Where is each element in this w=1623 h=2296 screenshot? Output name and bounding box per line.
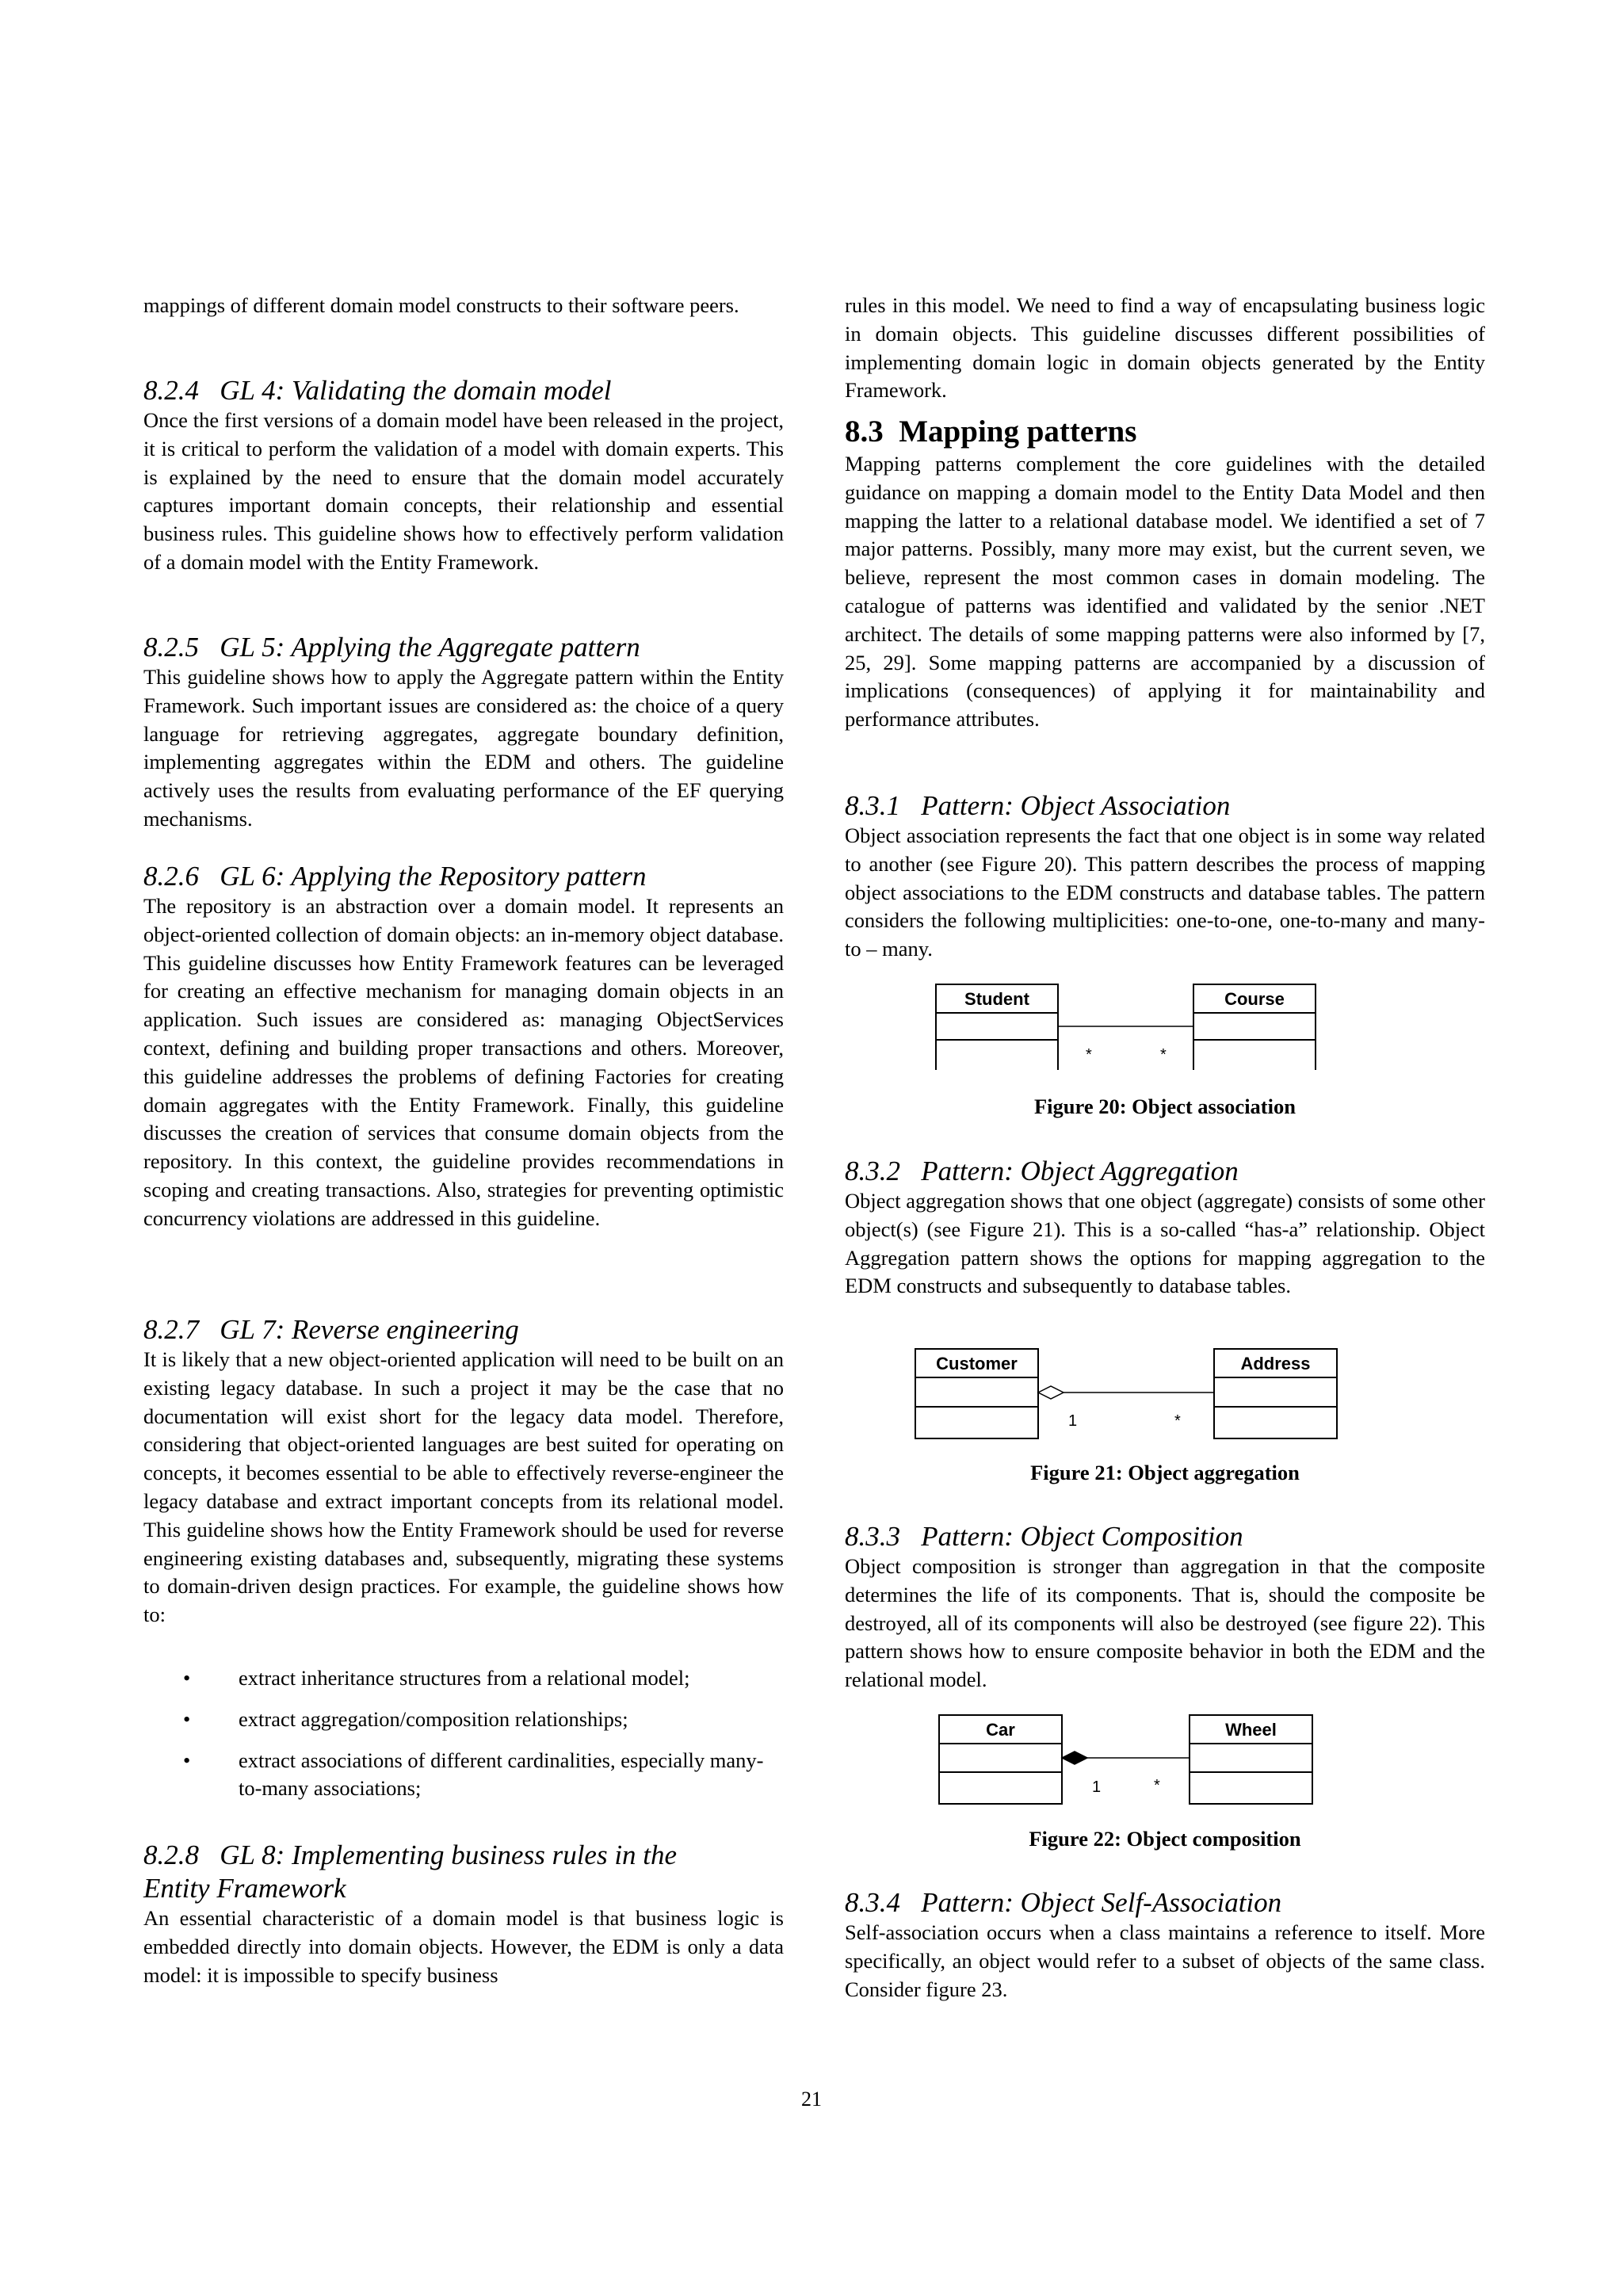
section-8-3-heading [845, 415, 1136, 449]
bullet-list [143, 1664, 784, 1816]
page-number: 21 [801, 2088, 822, 2111]
section-title: Pattern: Object Association [921, 790, 1231, 821]
intro-paragraph: mappings of different domain model constructs to their software peers. [143, 293, 739, 317]
section-title: GL 7: Reverse engineering [220, 1314, 519, 1345]
section-title: Pattern: Object Self-Association [921, 1887, 1282, 1918]
bullet-icon: • [183, 1706, 191, 1731]
section-8-2-8-heading [143, 1839, 784, 1905]
multiplicity-left: 1 [1068, 1412, 1078, 1430]
class-name-address: Address [1240, 1354, 1311, 1373]
multiplicity-right: * [1160, 1046, 1167, 1064]
section-title-continued: Entity Framework [143, 1873, 346, 1904]
section-8-2-4-heading [143, 374, 611, 407]
section-title: Pattern: Object Composition [921, 1521, 1243, 1552]
section-8-2-5-heading [143, 631, 640, 664]
filled-diamond-icon [1062, 1752, 1087, 1764]
section-8-2-4-body: Once the first versions of a domain model have been released in the project, it is critical to perform the validation of a model with domain experts. This is explained by the need to ensure that the domain model accurately captures important domain concepts, their relationship and essential business rules. This guideline shows how to effectively perform validation of a domain model with the Entity Framework. [143, 408, 784, 574]
multiplicity-left: * [1086, 1046, 1092, 1064]
figure-caption: Figure 21: Object aggregation [1030, 1461, 1300, 1484]
section-8-2-7-heading [143, 1313, 519, 1347]
section-8-3-2-body: Object aggregation shows that one object (aggregate) consists of some other object(s) (see Figure 21). This is a so-called “has-a” relationship. Object Aggregation pattern shows the options for mapping aggregation to the EDM constructs and subsequently to database tables. [845, 1189, 1486, 1298]
list-item: • extract inheritance structures from a relational model; [143, 1664, 784, 1693]
figure-caption: Figure 22: Object composition [1029, 1827, 1301, 1851]
figure-22 [845, 1713, 1485, 1856]
section-8-3-3-heading [845, 1520, 1243, 1553]
bullet-icon: • [183, 1748, 191, 1772]
section-8-3-body: Mapping patterns complement the core guidelines with the detailed guidance on mapping a domain model to the Entity Data Model and then mapping the latter to a relational database model. We identified a set of 7 major patterns. Possibly, many more may exist, but the current seven, we believe, represent the most common cases in domain modeling. The catalogue of patterns was identified and validated by the senior .NET architect. The details of some mapping patterns were also informed by [7, 25, 29]. Some mapping patterns are accompanied by a discussion of implications (consequences) of applying it for maintainability and performance attributes. [845, 452, 1485, 732]
section-number: 8.3.1 [845, 790, 900, 821]
section-number: 8.3.3 [845, 1521, 900, 1552]
section-8-3-4-body: Self-association occurs when a class maintains a reference to itself. More specifically, an object would refer to a subset of objects of the same class. Consider figure 23. [845, 1920, 1485, 2001]
section-title: Pattern: Object Aggregation [921, 1156, 1239, 1186]
section-8-3-2-heading [845, 1155, 1239, 1188]
list-item: • extract aggregation/composition relationships; [143, 1706, 784, 1734]
section-title: GL 6: Applying the Repository pattern [220, 861, 647, 892]
section-title: Mapping patterns [899, 415, 1137, 449]
section-8-2-6-body: The repository is an abstraction over a domain model. It represents an object-oriented collection of domain objects: an in-memory object database. This guideline discusses how Entity Framework features can be leveraged for creating an effective mechanism for managing domain objects in an application. Such issues are considered as: managing ObjectServices context, defining and building proper transactions and others. Moreover, this guideline addresses the problems of defining Factories for creating domain aggregates with the Entity Framework. Finally, this guideline discusses the creation of services that consume domain objects from the repository. In this context, the guideline provides recommendations in scoping and creating transactions. Also, strategies for preventing optimistic concurrency violations are addressed in this guideline. [143, 894, 784, 1230]
class-name-course: Course [1224, 989, 1285, 1009]
section-number: 8.3.2 [845, 1156, 900, 1186]
section-8-2-5-body: This guideline shows how to apply the Aggregate pattern within the Entity Framework. Such important issues are considered as: the choice of a query language for retrieving aggregates, aggregate boundary definition, implementing aggregates within the EDM and others. The guideline actively uses the results from evaluating performance of the EF querying mechanisms. [143, 665, 784, 831]
class-name-student: Student [964, 989, 1029, 1009]
section-number: 8.2.7 [143, 1314, 199, 1345]
class-name-wheel: Wheel [1225, 1720, 1277, 1740]
class-name-car: Car [986, 1720, 1015, 1740]
section-8-3-4-heading [845, 1886, 1281, 1920]
right-intro-paragraph: rules in this model. We need to find a way of encapsulating business logic in domain objects. This guideline discusses different possibilities of implementing domain logic in domain objects generated by the Entity Framework. [845, 293, 1485, 403]
figure-caption: Figure 20: Object association [1034, 1095, 1296, 1118]
hollow-diamond-icon [1038, 1386, 1064, 1399]
section-8-2-7-body: It is likely that a new object-oriented application will need to be built on an existing legacy database. In such a project it may be the case that no documentation will exist short for the legacy data model. Therefore, considering that object-oriented languages are best suited for operating on concepts, it becomes essential to be able to effectively reverse-engineer the legacy database and extract important concepts from its relational model. This guideline shows how the Entity Framework should be used for reverse engineering existing databases and, subsequently, migrating these systems to domain-driven design practices. For example, the guideline shows how to: [143, 1347, 784, 1627]
section-number: 8.3.4 [845, 1887, 900, 1918]
multiplicity-right: * [1174, 1412, 1181, 1430]
section-8-3-3-body: Object composition is stronger than aggregation in that the composite determines the life of its components. That is, should the composite be destroyed, all of its components will also be destroyed (see figure 22). This pattern shows how to ensure composite behavior in both the EDM and the relational model. [845, 1554, 1485, 1692]
section-title: GL 8: Implementing business rules in the [220, 1839, 678, 1870]
bullet-icon: • [183, 1666, 191, 1690]
section-title: GL 4: Validating the domain model [220, 375, 612, 406]
multiplicity-right: * [1154, 1777, 1160, 1794]
section-number: 8.3 [845, 415, 884, 449]
list-item: • extract associations of different cardinalities, especially many-to-many associations; [183, 1748, 764, 1801]
class-name-customer: Customer [936, 1354, 1018, 1373]
section-8-2-6-heading [143, 860, 647, 893]
section-8-3-1-body: Object association represents the fact that one object is in some way related to another (see Figure 20). This pattern describes the process of mapping object associations to the EDM constructs and database tables. The pattern considers the following multiplicities: one-to-one, one-to-many and many-to – many. [845, 823, 1485, 961]
multiplicity-left: 1 [1092, 1778, 1102, 1796]
section-number: 8.2.8 [143, 1839, 199, 1870]
figure-20 [845, 983, 1485, 1125]
section-8-3-1-heading [845, 789, 1230, 823]
section-title: GL 5: Applying the Aggregate pattern [220, 632, 640, 663]
section-number: 8.2.5 [143, 632, 199, 663]
section-8-2-8-body: An essential characteristic of a domain model is that business logic is embedded directly into domain objects. However, the EDM is only a data model: it is impossible to specify business [143, 1906, 784, 1987]
section-number: 8.2.6 [143, 861, 199, 892]
section-number: 8.2.4 [143, 375, 199, 406]
figure-21 [845, 1347, 1485, 1490]
